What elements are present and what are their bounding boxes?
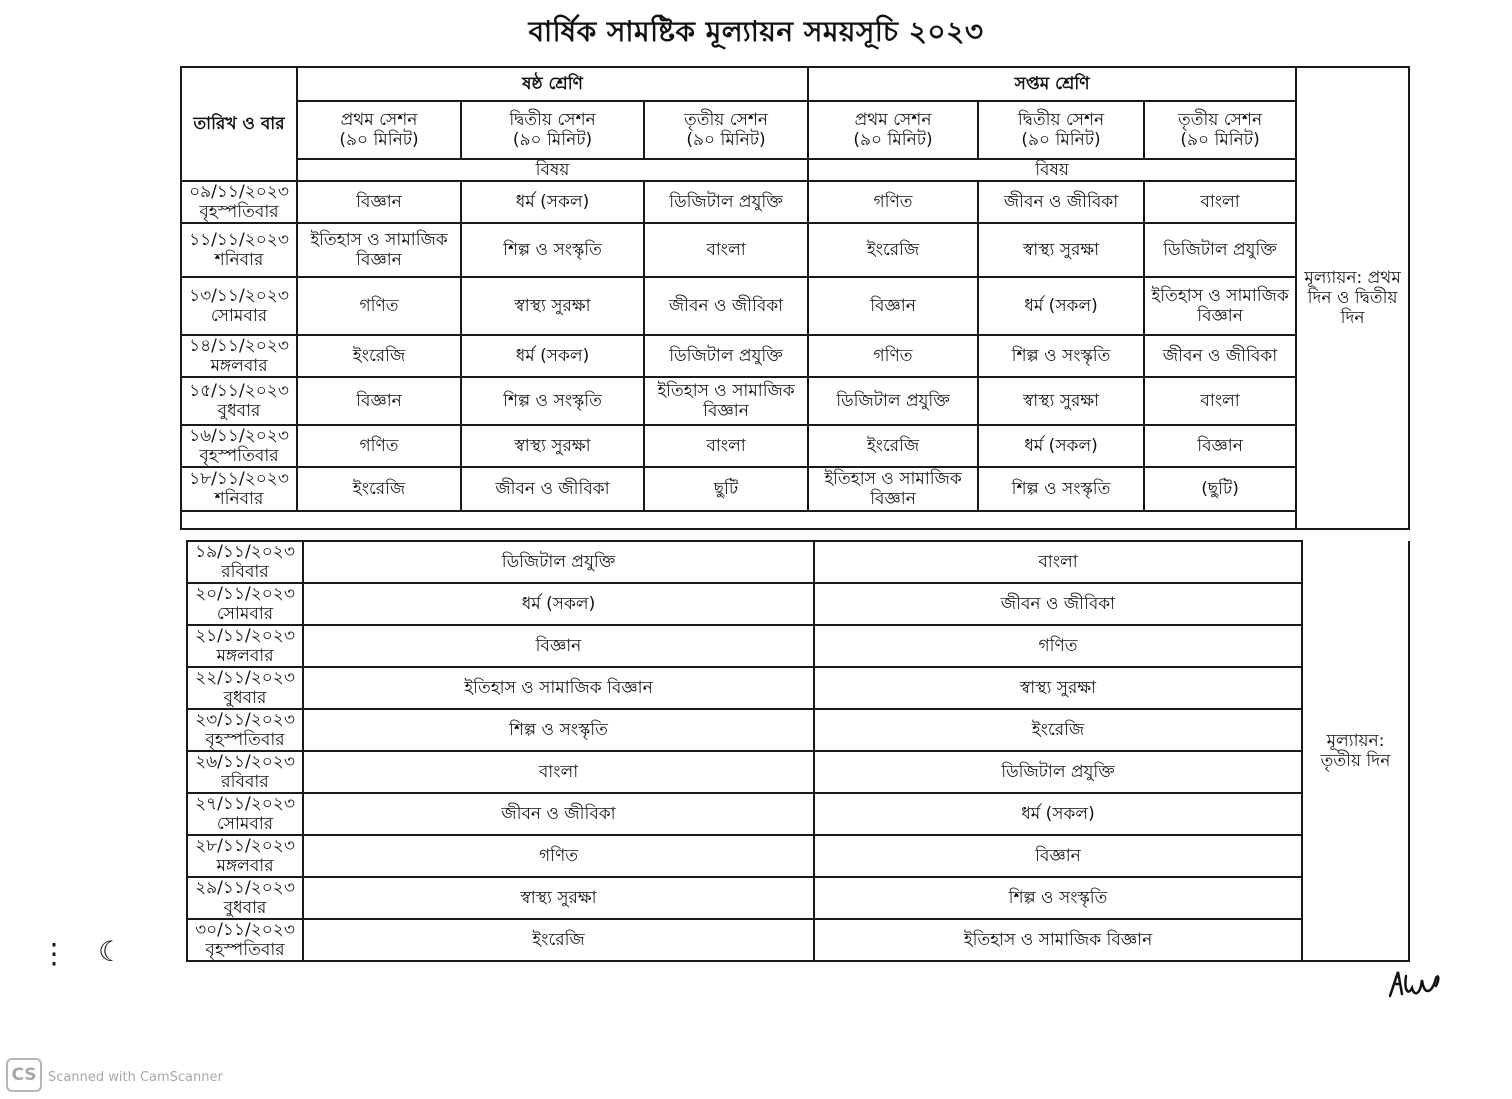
day-text: বুধবার xyxy=(223,898,267,918)
session-header xyxy=(978,101,1144,159)
subject-cell: বাংলা xyxy=(644,425,808,467)
table-row xyxy=(187,877,1409,919)
subject-cell: ইতিহাস ও সামাজিক বিজ্ঞান xyxy=(1144,277,1296,335)
subject-cell: ডিজিটাল প্রযুক্তি xyxy=(644,335,808,377)
session-name: দ্বিতীয় সেশন xyxy=(1017,110,1105,130)
subject-cell: শিল্প ও সংস্কৃতি xyxy=(461,377,644,425)
table-row xyxy=(187,793,1409,835)
class6-subject-cell: স্বাস্থ্য সুরক্ষা xyxy=(303,877,814,919)
subject-cell: জীবন ও জীবিকা xyxy=(461,467,644,511)
class6-subject-cell: ইংরেজি xyxy=(303,919,814,961)
date-cell xyxy=(187,541,303,583)
camscanner-watermark: Scanned with CamScanner xyxy=(48,1070,223,1085)
table-row xyxy=(187,751,1409,793)
date-text: ২৩/১১/২০২৩ xyxy=(195,710,295,730)
day-text: বৃহস্পতিবার xyxy=(205,940,285,960)
session-duration: (৯০ মিনিট) xyxy=(686,130,766,150)
class-seven-header: সপ্তম শ্রেণি xyxy=(808,67,1296,101)
subject-cell: বাংলা xyxy=(1144,377,1296,425)
subject-cell: গণিত xyxy=(297,277,461,335)
subject-cell: ডিজিটাল প্রযুক্তি xyxy=(644,181,808,223)
signature-mark xyxy=(1386,966,1442,1002)
subject-cell: ইতিহাস ও সামাজিক বিজ্ঞান xyxy=(808,467,978,511)
table-row xyxy=(181,467,1409,511)
class7-subject-cell: শিল্প ও সংস্কৃতি xyxy=(814,877,1302,919)
class7-subject-cell: গণিত xyxy=(814,625,1302,667)
class7-subject-cell: জীবন ও জীবিকা xyxy=(814,583,1302,625)
class7-subject-cell: ইতিহাস ও সামাজিক বিজ্ঞান xyxy=(814,919,1302,961)
subject-cell: স্বাস্থ্য সুরক্ষা xyxy=(978,223,1144,277)
class7-subject-cell: বাংলা xyxy=(814,541,1302,583)
session-duration: (৯০ মিনিট) xyxy=(1180,130,1260,150)
subject-cell: শিল্প ও সংস্কৃতি xyxy=(978,335,1144,377)
subject-cell: শিল্প ও সংস্কৃতি xyxy=(461,223,644,277)
class7-subject-cell: স্বাস্থ্য সুরক্ষা xyxy=(814,667,1302,709)
class7-subject-cell: বিজ্ঞান xyxy=(814,835,1302,877)
class6-subject-cell: জীবন ও জীবিকা xyxy=(303,793,814,835)
date-cell xyxy=(181,425,297,467)
session-header xyxy=(1144,101,1296,159)
session-header xyxy=(644,101,808,159)
subject-cell: ধর্ম (সকল) xyxy=(461,335,644,377)
date-cell xyxy=(187,625,303,667)
date-text: ২৬/১১/২০২৩ xyxy=(195,752,295,772)
date-text: ১৮/১১/২০২৩ xyxy=(189,469,289,489)
subject-cell: স্বাস্থ্য সুরক্ষা xyxy=(978,377,1144,425)
date-cell xyxy=(187,751,303,793)
class6-subject-cell: শিল্প ও সংস্কৃতি xyxy=(303,709,814,751)
subject-cell: ধর্ম (সকল) xyxy=(978,425,1144,467)
subject-cell: (ছুটি) xyxy=(1144,467,1296,511)
day-text: সোমবার xyxy=(210,306,268,326)
table-row xyxy=(187,541,1409,583)
date-text: ১৫/১১/২০২৩ xyxy=(189,381,289,401)
date-cell xyxy=(181,467,297,511)
subject-header-class6: বিষয় xyxy=(297,159,808,181)
day-text: মঙ্গলবার xyxy=(216,856,274,876)
day-text: মঙ্গলবার xyxy=(216,646,274,666)
subject-cell: ধর্ম (সকল) xyxy=(461,181,644,223)
subject-cell: জীবন ও জীবিকা xyxy=(644,277,808,335)
date-cell xyxy=(181,335,297,377)
camscanner-logo: CS xyxy=(6,1058,42,1092)
table-row xyxy=(181,277,1409,335)
table-row xyxy=(187,583,1409,625)
subject-cell: ছুটি xyxy=(644,467,808,511)
session-name: দ্বিতীয় সেশন xyxy=(509,110,596,130)
subject-cell: বিজ্ঞান xyxy=(297,377,461,425)
subject-cell: গণিত xyxy=(808,335,978,377)
subject-cell: বাংলা xyxy=(1144,181,1296,223)
class7-subject-cell: ডিজিটাল প্রযুক্তি xyxy=(814,751,1302,793)
class6-subject-cell: ডিজিটাল প্রযুক্তি xyxy=(303,541,814,583)
day-text: সোমবার xyxy=(216,814,274,834)
session-name: প্রথম সেশন xyxy=(854,110,932,130)
date-text: ২৮/১১/২০২৩ xyxy=(195,836,295,856)
date-text: ১৩/১১/২০২৩ xyxy=(189,286,289,306)
subject-cell: ধর্ম (সকল) xyxy=(978,277,1144,335)
subject-cell: বিজ্ঞান xyxy=(297,181,461,223)
subject-cell: জীবন ও জীবিকা xyxy=(978,181,1144,223)
table-row xyxy=(181,425,1409,467)
class6-subject-cell: ধর্ম (সকল) xyxy=(303,583,814,625)
table-row xyxy=(181,377,1409,425)
day-text: মঙ্গলবার xyxy=(210,356,268,376)
date-cell xyxy=(187,709,303,751)
date-text: ২০/১১/২০২৩ xyxy=(195,584,295,604)
schedule-table-part1 xyxy=(180,66,1410,530)
day-text: রবিবার xyxy=(221,772,269,792)
session-header xyxy=(297,101,461,159)
date-cell xyxy=(187,667,303,709)
subject-cell: স্বাস্থ্য সুরক্ষা xyxy=(461,277,644,335)
subject-cell: ইতিহাস ও সামাজিক বিজ্ঞান xyxy=(297,223,461,277)
day-text: বৃহস্পতিবার xyxy=(199,202,279,222)
date-cell xyxy=(187,583,303,625)
date-text: ৩০/১১/২০২৩ xyxy=(195,920,295,940)
session-header xyxy=(461,101,644,159)
subject-cell: ইংরেজি xyxy=(297,335,461,377)
date-cell xyxy=(187,835,303,877)
date-text: ২৯/১১/২০২৩ xyxy=(195,878,295,898)
subject-cell: ডিজিটাল প্রযুক্তি xyxy=(1144,223,1296,277)
class6-subject-cell: বিজ্ঞান xyxy=(303,625,814,667)
session-header xyxy=(808,101,978,159)
day-text: বুধবার xyxy=(217,401,261,421)
scan-speck: ⋮ xyxy=(40,937,68,970)
table-row xyxy=(181,223,1409,277)
subject-cell: শিল্প ও সংস্কৃতি xyxy=(978,467,1144,511)
session-name: তৃতীয় সেশন xyxy=(1177,110,1263,130)
page-title: বার্ষিক সামষ্টিক মূল্যায়ন সময়সূচি ২০২৩ xyxy=(528,15,984,48)
table-row xyxy=(187,709,1409,751)
subject-cell: ইতিহাস ও সামাজিক বিজ্ঞান xyxy=(644,377,808,425)
subject-header-class7: বিষয় xyxy=(808,159,1296,181)
class6-subject-cell: বাংলা xyxy=(303,751,814,793)
class7-subject-cell: ইংরেজি xyxy=(814,709,1302,751)
table-row xyxy=(187,835,1409,877)
date-text: ১৯/১১/২০২৩ xyxy=(195,542,295,562)
day-text: শনিবার xyxy=(214,489,264,509)
day-text: বুধবার xyxy=(223,688,267,708)
subject-cell: জীবন ও জীবিকা xyxy=(1144,335,1296,377)
date-cell xyxy=(187,793,303,835)
subject-cell: ডিজিটাল প্রযুক্তি xyxy=(808,377,978,425)
subject-cell: বিজ্ঞান xyxy=(808,277,978,335)
subject-cell: ইংরেজি xyxy=(297,467,461,511)
table-row xyxy=(187,919,1409,961)
evaluation-note-third-day: মূল্যায়ন: তৃতীয় দিন xyxy=(1302,541,1409,961)
date-cell xyxy=(181,181,297,223)
session-duration: (৯০ মিনিট) xyxy=(339,130,419,150)
date-text: ১৪/১১/২০২৩ xyxy=(189,336,289,356)
day-text: সোমবার xyxy=(216,604,274,624)
subject-cell: গণিত xyxy=(297,425,461,467)
table-row xyxy=(181,181,1409,223)
class7-subject-cell: ধর্ম (সকল) xyxy=(814,793,1302,835)
session-duration: (৯০ মিনিট) xyxy=(853,130,933,150)
session-name: প্রথম সেশন xyxy=(340,110,418,130)
gap-cell xyxy=(181,511,1409,529)
day-text: বৃহস্পতিবার xyxy=(199,446,279,466)
subject-cell: ইংরেজি xyxy=(808,223,978,277)
date-text: ২২/১১/২০২৩ xyxy=(195,668,295,688)
table-row xyxy=(181,335,1409,377)
schedule-table-part2 xyxy=(186,540,1410,962)
date-cell xyxy=(181,277,297,335)
day-text: বৃহস্পতিবার xyxy=(205,730,285,750)
evaluation-note-cell-top: মূল্যায়ন: প্রথম দিন ও দ্বিতীয় দিন xyxy=(1296,67,1409,529)
day-text: রবিবার xyxy=(221,562,269,582)
date-cell xyxy=(187,877,303,919)
session-name: তৃতীয় সেশন xyxy=(683,110,769,130)
class6-subject-cell: গণিত xyxy=(303,835,814,877)
table-row xyxy=(187,667,1409,709)
subject-cell: বিজ্ঞান xyxy=(1144,425,1296,467)
subject-cell: ইংরেজি xyxy=(808,425,978,467)
date-text: ২৭/১১/২০২৩ xyxy=(195,794,295,814)
date-cell xyxy=(181,377,297,425)
subject-cell: গণিত xyxy=(808,181,978,223)
session-duration: (৯০ মিনিট) xyxy=(1021,130,1101,150)
subject-cell: স্বাস্থ্য সুরক্ষা xyxy=(461,425,644,467)
subject-cell: বাংলা xyxy=(644,223,808,277)
date-day-header: তারিখ ও বার xyxy=(181,67,297,181)
date-text: ০৯/১১/২০২৩ xyxy=(189,182,289,202)
date-text: ১১/১১/২০২৩ xyxy=(189,230,289,250)
session-duration: (৯০ মিনিট) xyxy=(512,130,593,150)
day-text: শনিবার xyxy=(214,250,264,270)
date-text: ১৬/১১/২০২৩ xyxy=(189,426,289,446)
table-gap-row xyxy=(181,511,1409,529)
date-cell xyxy=(187,919,303,961)
table-row xyxy=(187,625,1409,667)
scan-speck: ☾ xyxy=(98,935,124,968)
class6-subject-cell: ইতিহাস ও সামাজিক বিজ্ঞান xyxy=(303,667,814,709)
class-six-header: ষষ্ঠ শ্রেণি xyxy=(297,67,808,101)
date-text: ২১/১১/২০২৩ xyxy=(195,626,295,646)
date-cell xyxy=(181,223,297,277)
